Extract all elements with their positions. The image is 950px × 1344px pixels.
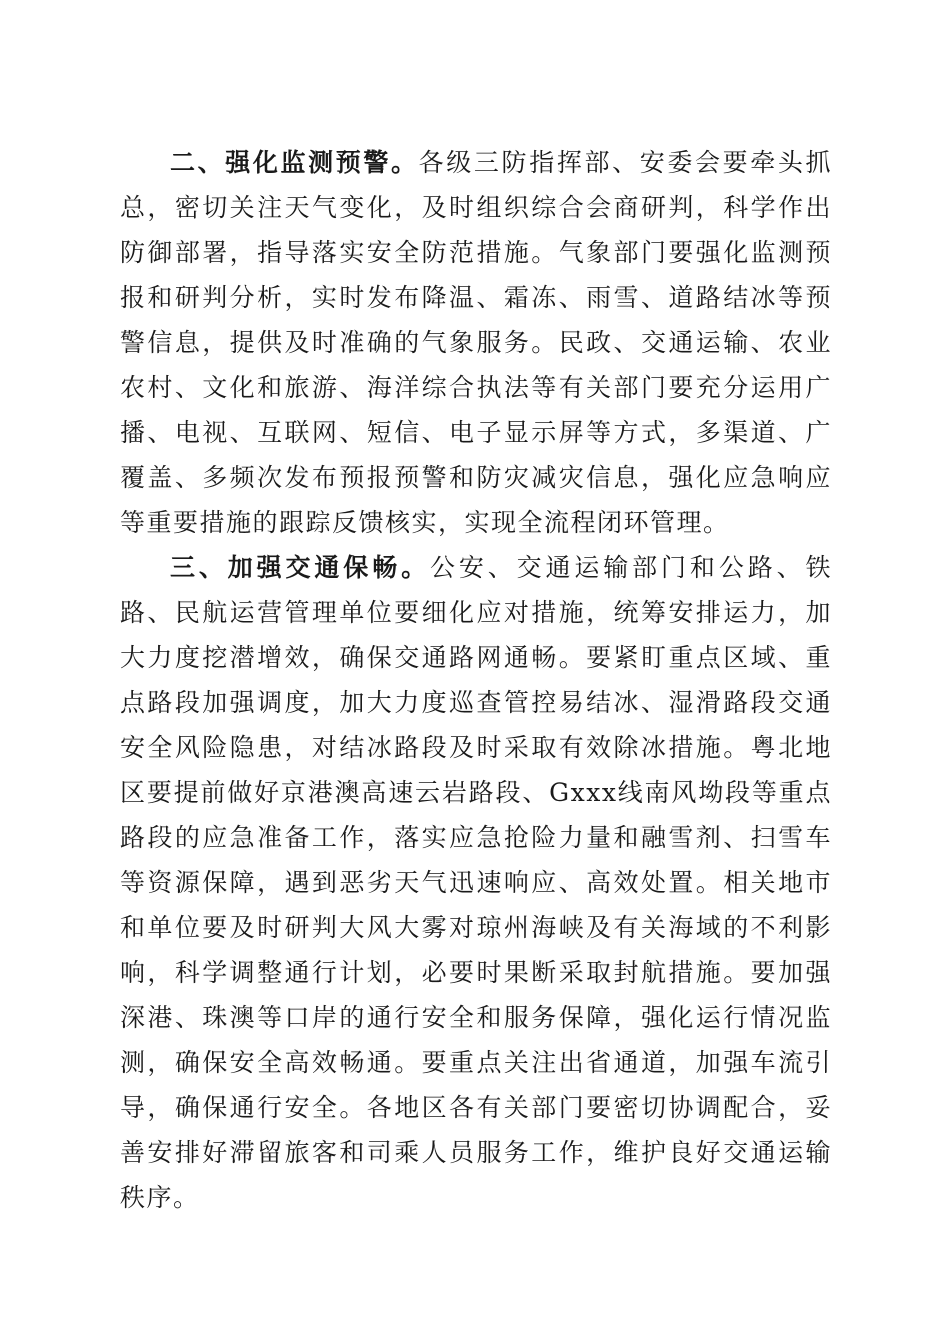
paragraph-body: 各级三防指挥部、安委会要牵头抓总，密切关注天气变化，及时组织综合会商研判，科学作出防御部署，指导落实安全防范措施。气象部门要强化监测预报和研判分析，实时发布降温、霜冻、雨雪、道路结冰等预警信息，提供及时准确的气象服务。民政、交通运输、农业农村、文化和旅游、海洋综合执法等有关部门要充分运用广播、电视、互联网、短信、电子显示屏等方式，多渠道、广覆盖、多频次发布预报预警和防灾减灾信息，强化应急响应等重要措施的跟踪反馈核实，实现全流程闭环管理。 — [120, 148, 832, 537]
paragraph-monitoring-warning — [120, 140, 832, 545]
paragraph-traffic-assurance — [120, 545, 832, 1220]
section-heading: 三、加强交通保畅。 — [170, 553, 430, 582]
paragraph-body: 公安、交通运输部门和公路、铁路、民航运营管理单位要细化应对措施，统筹安排运力，加大力度挖潜增效，确保交通路网通畅。要紧盯重点区域、重点路段加强调度，加大力度巡查管控易结冰、湿滑路段交通安全风险隐患，对结冰路段及时采取有效除冰措施。粤北地区要提前做好京港澳高速云岩路段、Gxxx线南风坳段等重点路段的应急准备工作，落实应急抢险力量和融雪剂、扫雪车等资源保障，遇到恶劣天气迅速响应、高效处置。相关地市和单位要及时研判大风大雾对琼州海峡及有关海域的不利影响，科学调整通行计划，必要时果断采取封航措施。要加强深港、珠澳等口岸的通行安全和服务保障，强化运行情况监测，确保安全高效畅通。要重点关注出省通道，加强车流引导，确保通行安全。各地区各有关部门要密切协调配合，妥善安排好滞留旅客和司乘人员服务工作，维护良好交通运输秩序。 — [120, 553, 832, 1212]
section-heading: 二、强化监测预警。 — [170, 148, 419, 177]
document-page — [120, 140, 832, 1220]
